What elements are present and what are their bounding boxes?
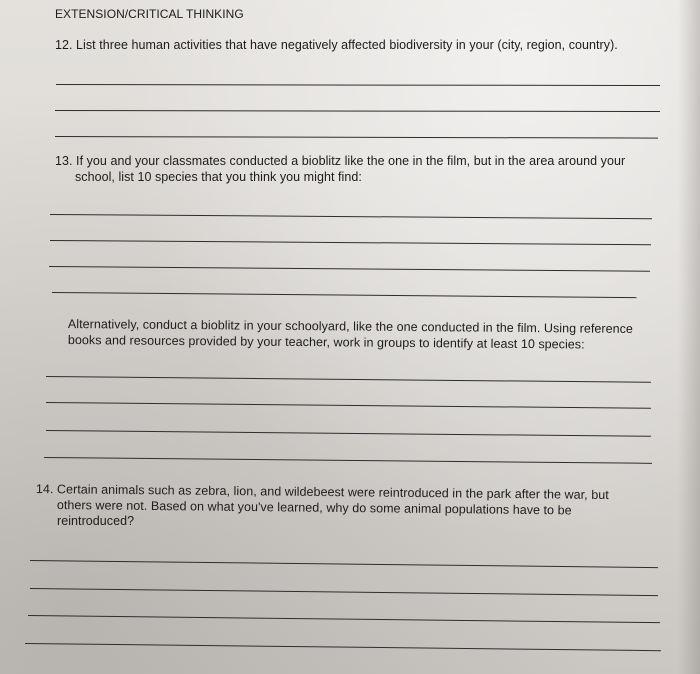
answer-line (46, 402, 651, 409)
section-heading: EXTENSION/CRITICAL THINKING (55, 7, 244, 21)
page-shadow (678, 0, 700, 674)
alternative-instruction-line-1: Alternatively, conduct a bioblitz in your schoolyard, like the one conducted in the film. Using reference (67, 316, 634, 336)
answer-line (50, 214, 652, 219)
answer-line (25, 643, 661, 651)
answer-line (30, 560, 658, 568)
answer-line (55, 110, 660, 112)
answer-line (52, 292, 637, 298)
alternative-instruction-line-2: books and resources provided by your teacher, work in groups to identify at least 10 species: (67, 332, 585, 352)
answer-line (46, 430, 651, 437)
answer-line (50, 240, 651, 245)
answer-line (46, 376, 651, 383)
answer-line (49, 266, 650, 272)
answer-line (56, 84, 660, 86)
answer-line (55, 136, 658, 139)
question-14-text-line-2: others were not. Based on what you've learned, why do some animal populations have to be (56, 497, 572, 518)
answer-line (30, 588, 658, 596)
answer-line (28, 615, 660, 623)
question-14-text-line-3: reintroduced? (57, 514, 135, 528)
question-13-text-line-1: 13. If you and your classmates conducted a bioblitz like the one in the film, but in the area around your (55, 154, 626, 168)
question-14-text-line-1: 14. Certain animals such as zebra, lion, and wildebeest were reintroduced in the park after the war, but (35, 481, 609, 502)
question-13-text-line-2: school, list 10 species that you think you might find: (75, 170, 362, 184)
question-12-text: 12. List three human activities that have negatively affected biodiversity in your (city, region, country). (55, 38, 618, 52)
answer-line (44, 457, 652, 464)
